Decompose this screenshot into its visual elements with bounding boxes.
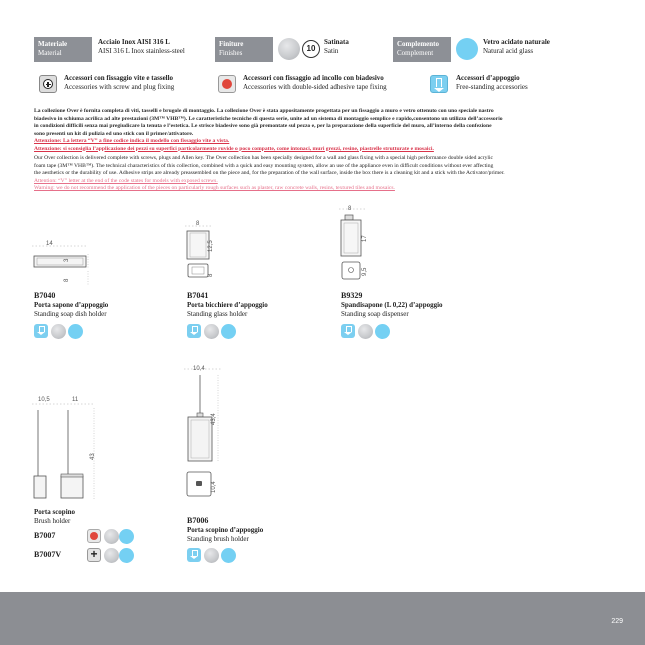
b7007-depth-dim: 10,5: [38, 397, 50, 403]
glass-complement-swatch: [456, 38, 478, 60]
b7040-name: Porta sapone d’appoggio Standing soap dish holder: [34, 301, 109, 318]
b9329-height-dim: 17: [362, 235, 368, 242]
satin-swatch: [204, 324, 219, 339]
material-label: Materiale Material: [34, 37, 92, 62]
b7041-height-dim: 12,5: [208, 240, 214, 252]
b7007-width-dim: 11: [72, 397, 79, 403]
free-standing-icon: [187, 548, 201, 562]
free-standing-icon: [34, 324, 48, 338]
accessory-standing: Accessori d’appoggio Free-standing accessories: [456, 74, 528, 91]
b7007v-code: B7007V: [34, 550, 62, 559]
b7006-code: B7006: [187, 516, 209, 525]
b7041-depth-dim: 8: [208, 273, 214, 277]
b7007-code: B7007: [34, 531, 56, 540]
material-value: Acciaio Inox AISI 316 L AISI 316 L Inox stainless-steel: [98, 38, 185, 55]
b7006-name: Porta scopino d’appoggio Standing brush holder: [187, 526, 264, 543]
b7006-depth-dim: 10,4: [211, 481, 217, 493]
b7041-name: Porta bicchiere d’appoggio Standing glass holder: [187, 301, 268, 318]
b7007-name: Porta scopino Brush holder: [34, 508, 76, 525]
glass-swatch: [119, 548, 134, 563]
glass-swatch: [221, 548, 236, 563]
b9329-name: Spandisapone (L 0,22) d’appoggio Standing soap dispenser: [341, 301, 443, 318]
page-footer: [0, 592, 645, 645]
satin-swatch: [358, 324, 373, 339]
satin-swatch: [104, 529, 119, 544]
glass-swatch: [119, 529, 134, 544]
free-standing-icon: [341, 324, 355, 338]
glass-swatch: [221, 324, 236, 339]
satin-finish-swatch: [278, 38, 300, 60]
satin-swatch: [104, 548, 119, 563]
b7041-width-dim: 8: [196, 221, 200, 227]
satin-swatch: [204, 548, 219, 563]
b9329-code: B9329: [341, 291, 363, 300]
standing-brush-holder-drawing: [182, 365, 232, 505]
satin-swatch: [51, 324, 66, 339]
free-standing-icon: [430, 75, 448, 93]
screw-plug-icon: [87, 548, 101, 562]
adhesive-tape-icon: [87, 529, 101, 543]
b7007-height-dim: 43: [90, 453, 96, 460]
attention-en: Attention: “V” letter at the end of the code states for models with exposed screws.: [34, 177, 218, 184]
glass-swatch: [68, 324, 83, 339]
finish-label: Finiture Finishes: [215, 37, 273, 62]
glass-holder-drawing: [183, 222, 223, 282]
description-it-line-4: sono presenti un kit di pulizia ed uno stick con il primer/attivatore.: [34, 130, 194, 137]
adhesive-tape-icon: [218, 75, 236, 93]
screw-plug-icon: [39, 75, 57, 93]
description-en-line-3: the aesthetics or the durability of use. Adhesive strips are already preassembled on the piece and, for the preparation of the wall surface, inside the box there is a cleaning kit and a stick with the Activator/primer.: [34, 170, 505, 176]
b7040-width-dim: 14: [46, 241, 53, 247]
soap-dish-drawing: [30, 240, 90, 290]
accessory-screw: Accessori con fissaggio vite e tassello Accessories with screw and plug fixing: [64, 74, 175, 91]
finish-code-badge: 10: [302, 40, 320, 58]
b7006-width-dim: 10,4: [193, 366, 205, 372]
b7041-code: B7041: [187, 291, 209, 300]
page-number: 229: [611, 618, 623, 625]
description-it-line-3: in condizioni difficili senza mai pregiudicare la tenuta e l’estetica. Le strisce biadesive sono già premontate sul pezzo e, per la preparazione della superficie del muro, all’interno della confezione: [34, 123, 492, 129]
complement-label: Complemento Complement: [393, 37, 451, 62]
accessory-tape: Accessori con fissaggio ad incollo con biadesivo Accessories with double-sided adhesive tape fixing: [243, 74, 387, 91]
description-it-line-2: biadesivo in schiuma acrilica ad alte prestazioni (3M™ VHB™). Le caratteristiche tecniche di questa serie, unite ad un sistema di montaggio semplice e rapido,consentono un utilizzo dell’accessorio: [34, 115, 503, 122]
description-en-line-2: foam tape (3M™ VHB™). The technical characteristics of this collection, combined with a quick and easy mounting system, allow an use of the appliance even in difficult conditions without ever affecting: [34, 162, 494, 169]
attention-it: Attenzione: La lettera “V” a fine codice indica il modello con fissaggio vite a vista.: [34, 138, 230, 144]
glass-swatch: [375, 324, 390, 339]
warning-en: Warning: we do not recommend the application of the pieces on particularly rough surfaces such as plaster, raw concrete walls, resins, textured tiles and mosaics.: [34, 185, 395, 191]
b7040-code: B7040: [34, 291, 56, 300]
free-standing-icon: [187, 324, 201, 338]
finish-value: Satinata Satin: [324, 38, 349, 55]
warning-it: Attenzione: si sconsiglia l’applicazione dei pezzi su superfici particolarmente ruvide o poco compatte, come intonaci, muri grezzi, resine, piastrelle strutturate e mosaici.: [34, 145, 434, 152]
b7006-height-dim: 43,4: [211, 413, 217, 425]
complement-value: Vetro acidato naturale Natural acid glass: [483, 38, 550, 55]
description-en-line-1: Our Over collection is delivered complete with screws, plugs and Allen key. The Over collection has been specially designed for a wall and glass fixing with a special high performance double sided acrylic: [34, 155, 494, 161]
wall-brush-holder-drawing: [30, 396, 100, 506]
b7040-height-dim: 3: [64, 258, 70, 262]
description-it-line-1: La collezione Over è fornita completa di viti, tasselli e brugole di montaggio. La collezione Over è stata appositamente progettata per un fissaggio a muro e vetro ottenuto con uno speciale nastro: [34, 108, 494, 114]
b7040-depth-dim: 8: [64, 278, 70, 282]
soap-dispenser-drawing: [337, 205, 377, 285]
b9329-depth-dim: 9,5: [362, 267, 368, 276]
b9329-width-dim: 8: [348, 206, 352, 212]
